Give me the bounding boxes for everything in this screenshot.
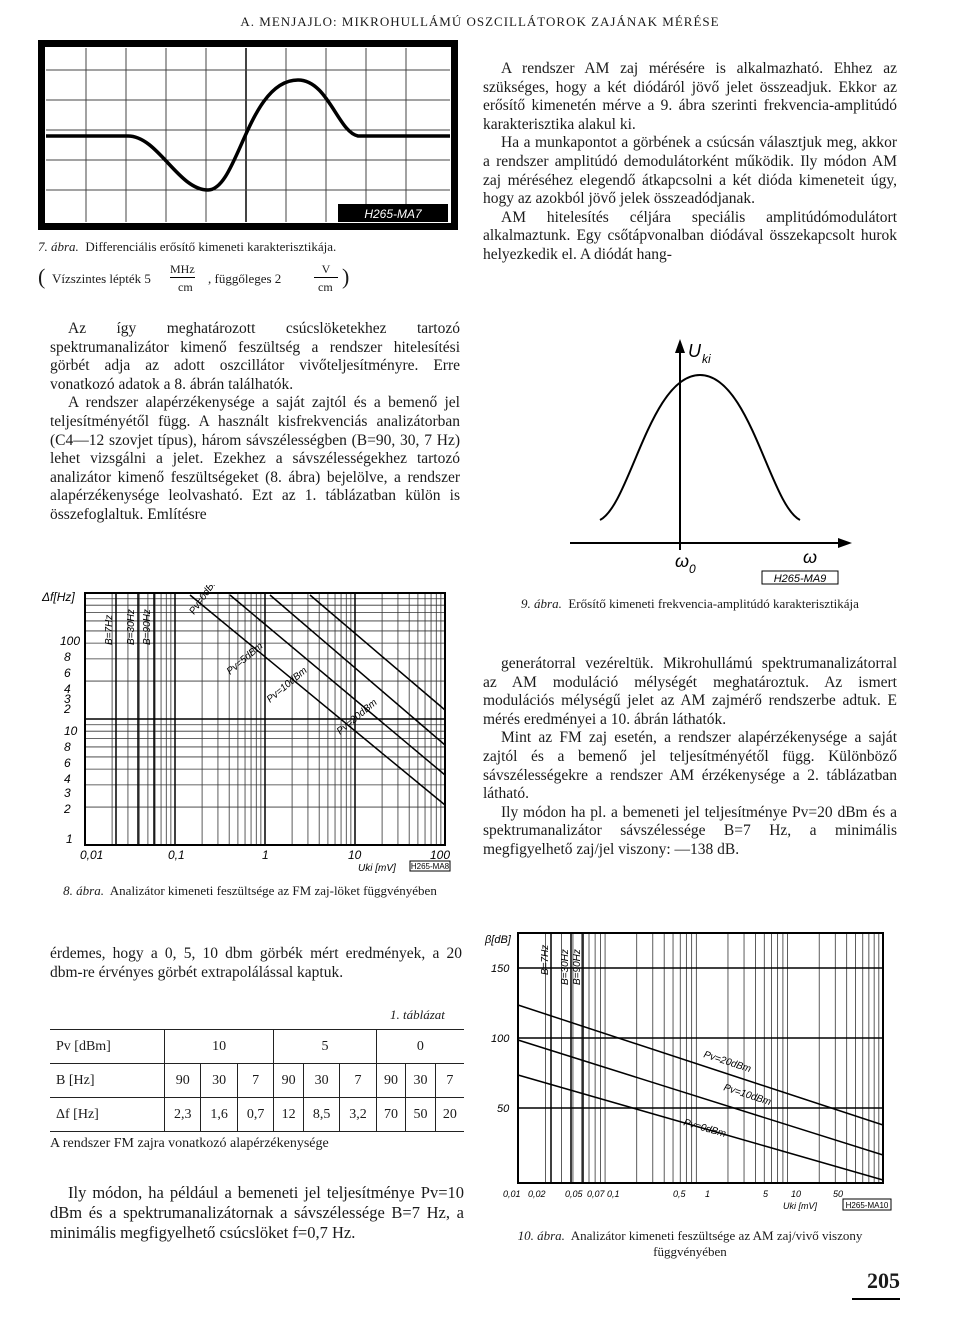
fig7-caption-vertical: , függőleges 2: [208, 271, 282, 286]
right-mid-text: [483, 655, 897, 860]
fig8-plot: [40, 585, 460, 875]
fig8-tag: H265-MA8: [410, 862, 450, 871]
fig8-ytick: 8: [64, 740, 71, 754]
paragraph: Ily módon, ha például a bemeneti jel teljesítménye Pv=10 dBm és a spektrumanalizátornak a sávszélessége B=7 Hz, a minimális megfigyelhető csúcslöket f=0,7 Hz.: [50, 1183, 464, 1242]
table-cell: 70: [376, 1098, 406, 1132]
figure-10: [483, 925, 897, 1220]
left-mid-text: [50, 320, 460, 525]
fig10-curve-label: Pv=0dBm: [682, 1117, 728, 1140]
table-cell: 12: [274, 1098, 304, 1132]
fig8-xtick: 1: [262, 848, 269, 862]
fig10-caption-text: Analizátor kimeneti feszültsége az AM zaj/vivő viszony függvényében: [570, 1228, 863, 1259]
fig10-band-label: B=90Hz: [572, 949, 583, 985]
table-cell: 30: [303, 1064, 339, 1098]
fig10-xtick: 0,05: [565, 1189, 583, 1199]
fig8-ytick: 3: [64, 786, 71, 800]
fig10-ylabel: β[dB]: [485, 934, 511, 946]
table-row: [50, 1098, 464, 1132]
fig8-xtick: 0,1: [168, 848, 185, 862]
figure-9: [540, 335, 880, 585]
fig8-band-label: B=7Hz: [104, 614, 115, 645]
fig9-plot: [540, 335, 880, 585]
fig8-caption-text: Analizátor kimeneti feszültsége az FM zaj-löket függvényében: [109, 883, 437, 898]
page-number: 205: [867, 1268, 900, 1293]
fig10-plot: [483, 925, 897, 1220]
fig8-caption-num: 8. ábra.: [63, 883, 104, 898]
fig7-unit1-bot: cm: [178, 280, 193, 294]
paragraph: érdemes, hogy a 0, 5, 10 dbm görbék mért eredmények, a 20 dbm-re érvényes görbét extrapolálással kaptuk.: [50, 945, 462, 981]
table-cell: 2,3: [165, 1098, 201, 1132]
fig10-band-label: B=7Hz: [540, 944, 551, 975]
fig10-caption-num: 10. ábra.: [517, 1228, 565, 1243]
fig8-ytick: 6: [64, 666, 71, 680]
fig10-xtick: 0,02: [528, 1189, 546, 1199]
paragraph: AM hitelesítés céljára speciális amplitúdómodulátort alkalmaztunk. Egy csőtápvonalban diódával összekapcsolt hurok helyezkedik el. A diódát hang-: [483, 208, 897, 263]
table-cell: 90: [165, 1064, 201, 1098]
table-cell: 7: [237, 1064, 273, 1098]
fig8-xtick: 100: [430, 848, 451, 862]
oscilloscope-plot: [38, 40, 458, 230]
table-row-label: Pv [dBm]: [50, 1030, 165, 1064]
fig8-ytick: 2: [64, 702, 71, 716]
fig7-caption: 7. ábra. Differenciális erősítő kimeneti karakterisztikája. ( Vízszintes lépték 5 MHz cm , függőleges 2 V cm ): [38, 239, 350, 294]
fig8-band-label: B=90Hz: [142, 609, 153, 645]
fig10-xtick: 50: [833, 1189, 844, 1199]
table-1: [50, 1029, 464, 1132]
fig7-caption-num: 7. ábra.: [38, 239, 79, 254]
paragraph: Ha a munkapontot a görbének a csúcsán választjuk meg, akkor a rendszer amplitúdó demodulátorként működik. Ily módon AM zaj méréséhez elegendő átkapcsolni a két dióda kimeneteit úgy, hogy az azokból jövő jelek összeadódjanak.: [483, 134, 897, 208]
paragraph: Ily módon ha pl. a bemeneti jel teljesítménye Pv=20 dBm és a spektrumanalizátor sávszélessége B=7 Hz, a minimális megfigyelhető zaj/jel viszony: —138 dB.: [483, 803, 897, 858]
fig8-ylabel: Δf[Hz]: [42, 590, 75, 604]
table-row: [50, 1030, 464, 1064]
fig7-tag: H265-MA7: [364, 207, 422, 221]
page-number-rule: [852, 1298, 900, 1300]
table-cell: 7: [340, 1064, 376, 1098]
paragraph: generátorral vezéreltük. Mikrohullámú spektrumanalizátorral az AM moduláció mélységét meghatároztuk. Az ismert modulációs mélységű jelet az AM zajmérő rendszerbe adtuk. E mérés eredményei a 10. ábrán láthatók.: [483, 655, 897, 728]
fig8-curve-label: Pv=10dBm: [264, 665, 310, 706]
fig7-caption-horizontal: Vízszintes lépték 5: [52, 271, 151, 286]
fig8-ytick: 2: [64, 802, 71, 816]
fig8-ytick: 100: [60, 634, 81, 648]
fig10-xlabel: Uki [mV]: [783, 1201, 818, 1211]
table-cell: 90: [376, 1064, 406, 1098]
fig9-caption-text: Erősítő kimeneti frekvencia-amplitúdó karakterisztikája: [568, 596, 859, 611]
fig10-xtick: 0,5: [673, 1189, 686, 1199]
fig10-xtick: 0,01: [503, 1189, 521, 1199]
fig8-ytick: 3: [64, 692, 71, 706]
fig10-ytick: 150: [491, 963, 510, 975]
fig10-xtick: 1: [705, 1189, 711, 1199]
fig9-caption: [483, 596, 897, 612]
fig10-curve-label: Pv=20dBm: [702, 1049, 753, 1076]
table-cell: 50: [406, 1098, 436, 1132]
fig8-ytick: 10: [64, 724, 78, 738]
figure-7: [38, 40, 458, 230]
table-1-title: 1. táblázat: [390, 1007, 445, 1022]
fig8-ytick: 8: [64, 650, 71, 664]
left-last-text: [50, 1183, 464, 1243]
fig9-ylabel-sub: ki: [702, 352, 711, 366]
table-cell: 30: [201, 1064, 237, 1098]
running-header: A. MENJAJLO: MIKROHULLÁMÚ OSZCILLÁTOROK ZAJÁNAK MÉRÉSE: [240, 14, 720, 29]
table-cell: 7: [435, 1064, 464, 1098]
fig9-x0: ω: [675, 551, 690, 571]
fig9-caption-num: 9. ábra.: [521, 596, 562, 611]
fig8-ytick: 1: [66, 832, 73, 846]
fig10-xtick: 5: [763, 1189, 769, 1199]
fig10-tag: H265-MA10: [845, 1201, 889, 1210]
fig10-xtick: 0,1: [607, 1189, 620, 1199]
table-cell: 30: [406, 1064, 436, 1098]
fig8-ytick: 4: [64, 682, 71, 696]
paragraph: Mint az FM zaj esetén, a rendszer alapérzékenysége a saját zajtól és a bemenő jel teljesítményétől függ. Különböző sávszélességekre a rendszer AM érzékenysége a 2. táblázatban látható.: [483, 729, 897, 803]
fig10-curve-label: Pv=10dBm: [722, 1082, 773, 1109]
fig9-x1: ω: [803, 547, 818, 567]
fig7-unit2-top: V: [314, 261, 338, 278]
right-top-text: [483, 60, 897, 265]
figure-8: [40, 585, 460, 875]
fig9-x0-sub: 0: [689, 562, 696, 576]
fig7-unit2-bot: cm: [318, 280, 333, 294]
fig8-ytick: 6: [64, 756, 71, 770]
fig8-curve-label: Pv=0dBm: [187, 585, 222, 617]
table-row-label: Δf [Hz]: [50, 1098, 165, 1132]
fig10-band-label: B=30Hz: [560, 949, 571, 985]
fig10-xtick: 10: [791, 1189, 802, 1199]
table-cell: 20: [435, 1098, 464, 1132]
fig10-xtick: 0,07: [587, 1189, 605, 1199]
fig8-curve-label: Pv=5dBm: [224, 640, 266, 678]
table-row-label: B [Hz]: [50, 1064, 165, 1098]
fig7-unit1-top: MHz: [170, 262, 195, 276]
fig8-curve-label: Pv=20dBm: [334, 697, 380, 738]
table-cell: 0,7: [237, 1098, 273, 1132]
table-1-caption: A rendszer FM zajra vonatkozó alapérzékenysége: [50, 1136, 329, 1151]
table-row: [50, 1064, 464, 1098]
fig10-ytick: 100: [491, 1033, 510, 1045]
fig10-ytick: 50: [497, 1103, 510, 1115]
table-cell: 1,6: [201, 1098, 237, 1132]
left-bottom-text: [50, 945, 462, 982]
paragraph: Az így meghatározott csúcslöketekhez tartozó spektrumanalizátor kimenő feszültség a rendszer hitelesítési görbét adja az adott oszcillátor vivőteljesítményre. Erre vonatkozó adatok a 8. ábrán találhatók.: [50, 320, 460, 393]
fig8-caption: [40, 883, 460, 899]
fig8-ytick: 4: [64, 772, 71, 786]
fig8-xtick: 0,01: [80, 848, 104, 862]
table-cell: 3,2: [340, 1098, 376, 1132]
fig7-caption-text: Differenciális erősítő kimeneti karakterisztikája.: [85, 239, 337, 254]
table-cell: 8,5: [303, 1098, 339, 1132]
table-1-grid: [50, 1029, 464, 1132]
paragraph: A rendszer alapérzékenysége a saját zajtól és a bemenő jel teljesítményétől függ. A használt kisfrekvenciás analizátorban (C4—12 szovjet típus), három sávszélességben (B=90, 30, 7 Hz) lehet vizsgálni a jelet. Ezekhez a sávszélességekhez tartozó analizátor kimenő feszültségeket (8. ábra) bejelölve, a rendszer alapérzékenysége leolvasható. Ezt az 1. táblázatban külön is összefoglaltuk. Említésre: [50, 394, 460, 523]
table-cell: 90: [274, 1064, 304, 1098]
table-cell: 10: [165, 1030, 274, 1064]
fig8-band-label: B=30Hz: [126, 609, 137, 645]
table-cell: 5: [274, 1030, 376, 1064]
table-cell: 0: [376, 1030, 464, 1064]
fig10-caption: [483, 1228, 897, 1260]
paragraph: A rendszer AM zaj mérésére is alkalmazható. Ehhez az szükséges, hogy a két diódáról jövő jelet összeadjuk. Ekkor az erősítő kimenetén mérve a 9. ábra szerinti frekvencia-amplitúdó karakterisztika alakul ki.: [483, 60, 897, 133]
fig9-ylabel: U: [688, 341, 701, 361]
fig8-xlabel: Uki [mV]: [358, 863, 396, 874]
fig8-xtick: 10: [348, 848, 362, 862]
fig9-tag: H265-MA9: [773, 573, 827, 585]
